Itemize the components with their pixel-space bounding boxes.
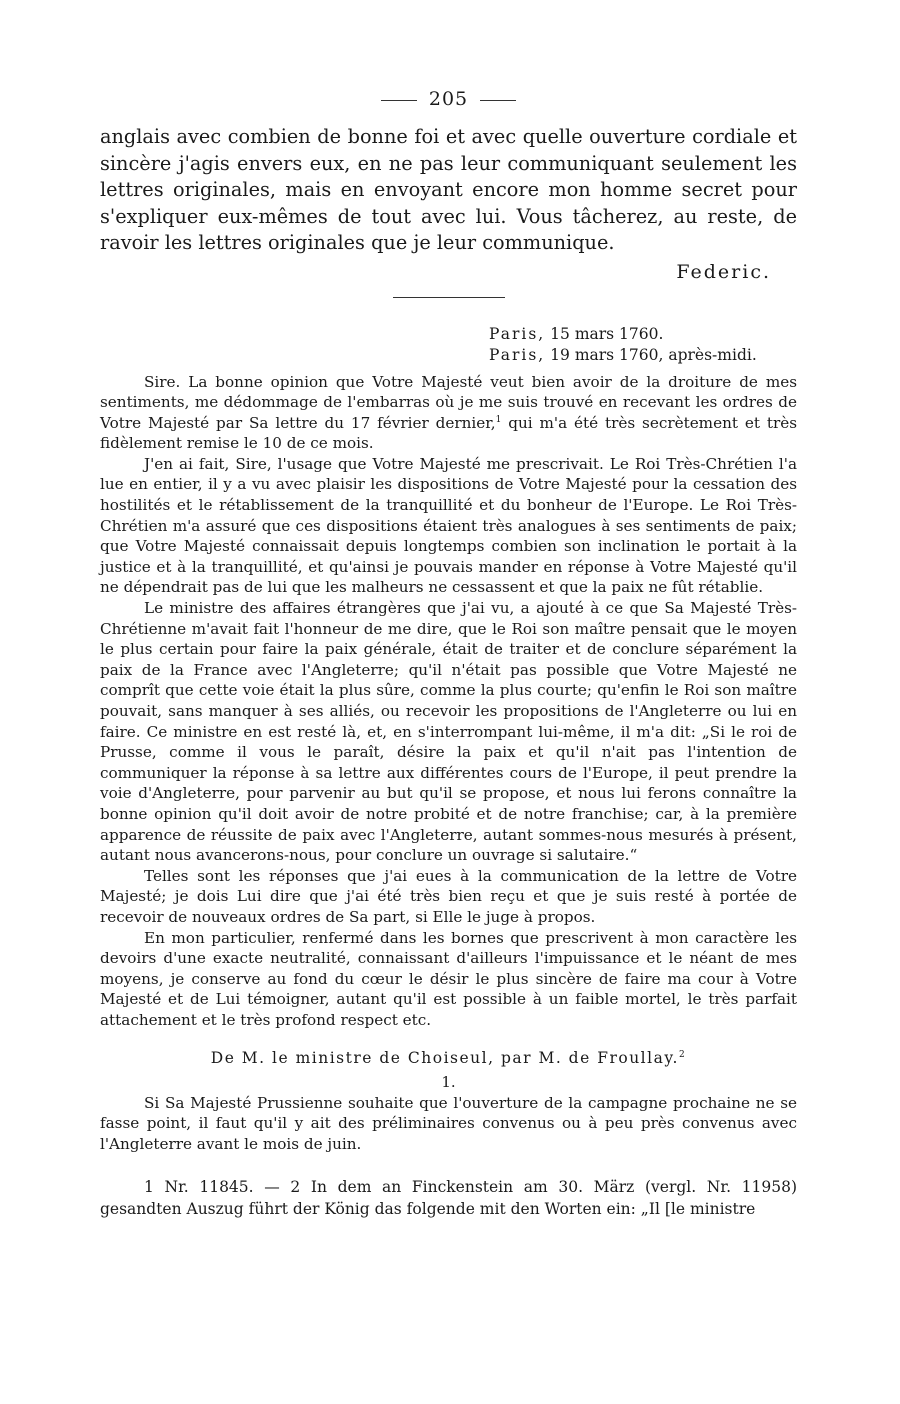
section-heading-text: De M. le ministre de Choiseul, par M. de Froullay. xyxy=(210,1048,679,1067)
paragraph-1 xyxy=(100,372,797,454)
section-separator xyxy=(393,297,505,298)
dateline-place: Paris, xyxy=(489,324,546,343)
dateline-2 xyxy=(489,345,797,366)
paragraph-4: Telles sont les réponses que j'ai eues à la communication de la lettre de Votre Majesté; je dois Lui dire que j'ai été très bien reçu et que je suis resté à portée de recevoir de nouveaux ordres de Sa part, si Elle le juge à propos. xyxy=(100,866,797,926)
dateline-place: Paris, xyxy=(489,345,546,364)
letter-end-paragraph: anglais avec combien de bonne foi et avec quelle ouverture cordiale et sincère j'agis envers eux, en ne pas leur communiquant seulement les lettres originales, mais en envoyant encore mon homme secret pour s'expliquer eux-mêmes de tout avec lui. Vous tâcherez, au reste, de ravoir les lettres originales que je leur communique. xyxy=(100,125,797,254)
footnote-ref-2: 2 xyxy=(678,1049,687,1060)
dateline-date: 15 mars 1760. xyxy=(550,324,664,343)
paragraph-5: En mon particulier, renfermé dans les bornes que prescrivent à mon caractère les devoirs d'une exacte neutralité, connaissant d'ailleurs l'impuissance et le néant de mes moyens, je conserve au fond du cœur le désir le plus sincère de faire ma cour à Votre Majesté et de Lui témoigner, autant qu'il est possible à un faible mortel, le très parfait attachement et le très profond respect etc. xyxy=(100,928,797,1029)
dateline-date: 19 mars 1760, après-midi. xyxy=(550,345,757,364)
section-number: 1. xyxy=(441,1072,456,1091)
dateline-1 xyxy=(489,324,797,345)
page-number-dash-right xyxy=(480,100,516,101)
report-body xyxy=(100,372,797,1155)
signature: Federic. xyxy=(676,260,771,283)
page-number-value: 205 xyxy=(428,88,469,110)
paragraph-1-text-end: qui m'a été très secrètement et très fidèlement remise le 10 de ce mois. xyxy=(100,413,797,453)
footnotes xyxy=(100,1176,797,1220)
paragraph-1-text: Sire. La bonne opinion que Votre Majesté veut bien avoir de la droiture de mes sentiments, me dédommage de l'embarras où je me suis trouvé en recevant les ordres de Votre Majesté par Sa lettre du 17 février dernier, xyxy=(100,372,797,432)
footnote-text: 1 Nr. 11845. — 2 In dem an Finckenstein am 30. März (vergl. Nr. 11958) gesandten Auszug führt der König das folgende mit den Worten ein: „Il [le ministre xyxy=(100,1178,797,1219)
datelines xyxy=(489,324,797,366)
page-number xyxy=(100,88,797,110)
letter-end xyxy=(100,124,797,283)
section-heading xyxy=(100,1049,797,1067)
page-number-dash-left xyxy=(381,100,417,101)
paragraph-2: J'en ai fait, Sire, l'usage que Votre Majesté me prescrivait. Le Roi Très-Chrétien l'a lue en entier, il y a vu avec plaisir les dispositions de Votre Majesté pour la cessation des hostilités et le rétablissement de la tranquillité et du bonheur de l'Europe. Le Roi Très-Chrétien m'a assuré que ces dispositions étaient très analogues à ses sentiments de paix; que Votre Majesté connaissait depuis longtemps combien son inclination le portait à la justice et à la tranquillité, et qu'ainsi je pouvais mander en réponse à Votre Majesté qu'il ne dépendrait pas de lui que les malheurs ne cessassent et que la paix ne fût rétablie. xyxy=(100,454,797,597)
document-page xyxy=(100,88,797,1220)
footnote-ref-1: 1 xyxy=(495,414,502,425)
paragraph-3: Le ministre des affaires étrangères que j'ai vu, a ajouté à ce que Sa Majesté Très-Chrétienne m'avait fait l'honneur de me dire, que le Roi son maître pensait que le moyen le plus certain pour faire la paix générale, était de traiter et de conclure séparément la paix de la France avec l'Angleterre; qu'il n'était pas possible que Votre Majesté ne comprît que cette voie était la plus sûre, comme la plus courte; qu'enfin le Roi son maître pouvait, sans manquer à ses alliés, ou recevoir les propositions de l'Angleterre ou lui en faire. Ce ministre en est resté là, et, en s'interrompant lui-même, il m'a dit: „Si le roi de Prusse, comme il vous le paraît, désire la paix et qu'il n'ait pas l'intention de communiquer la réponse à sa lettre aux différentes cours de l'Europe, il peut prendre la voie d'Angleterre, pour parvenir au but qu'il se propose, et nous lui ferons connaître la bonne opinion qu'il doit avoir de notre probité et de notre franchise; car, à la première apparence de réussite de paix avec l'Angleterre, autant sommes-nous mesurés à présent, autant nous avancerons-nous, pour conclure un ouvrage si salutaire.“ xyxy=(100,599,797,865)
section-paragraph: Si Sa Majesté Prussienne souhaite que l'ouverture de la campagne prochaine ne se fasse point, il faut qu'il y ait des préliminaires convenus ou à peu près convenus avec l'Angleterre avant le mois de juin. xyxy=(100,1093,797,1153)
